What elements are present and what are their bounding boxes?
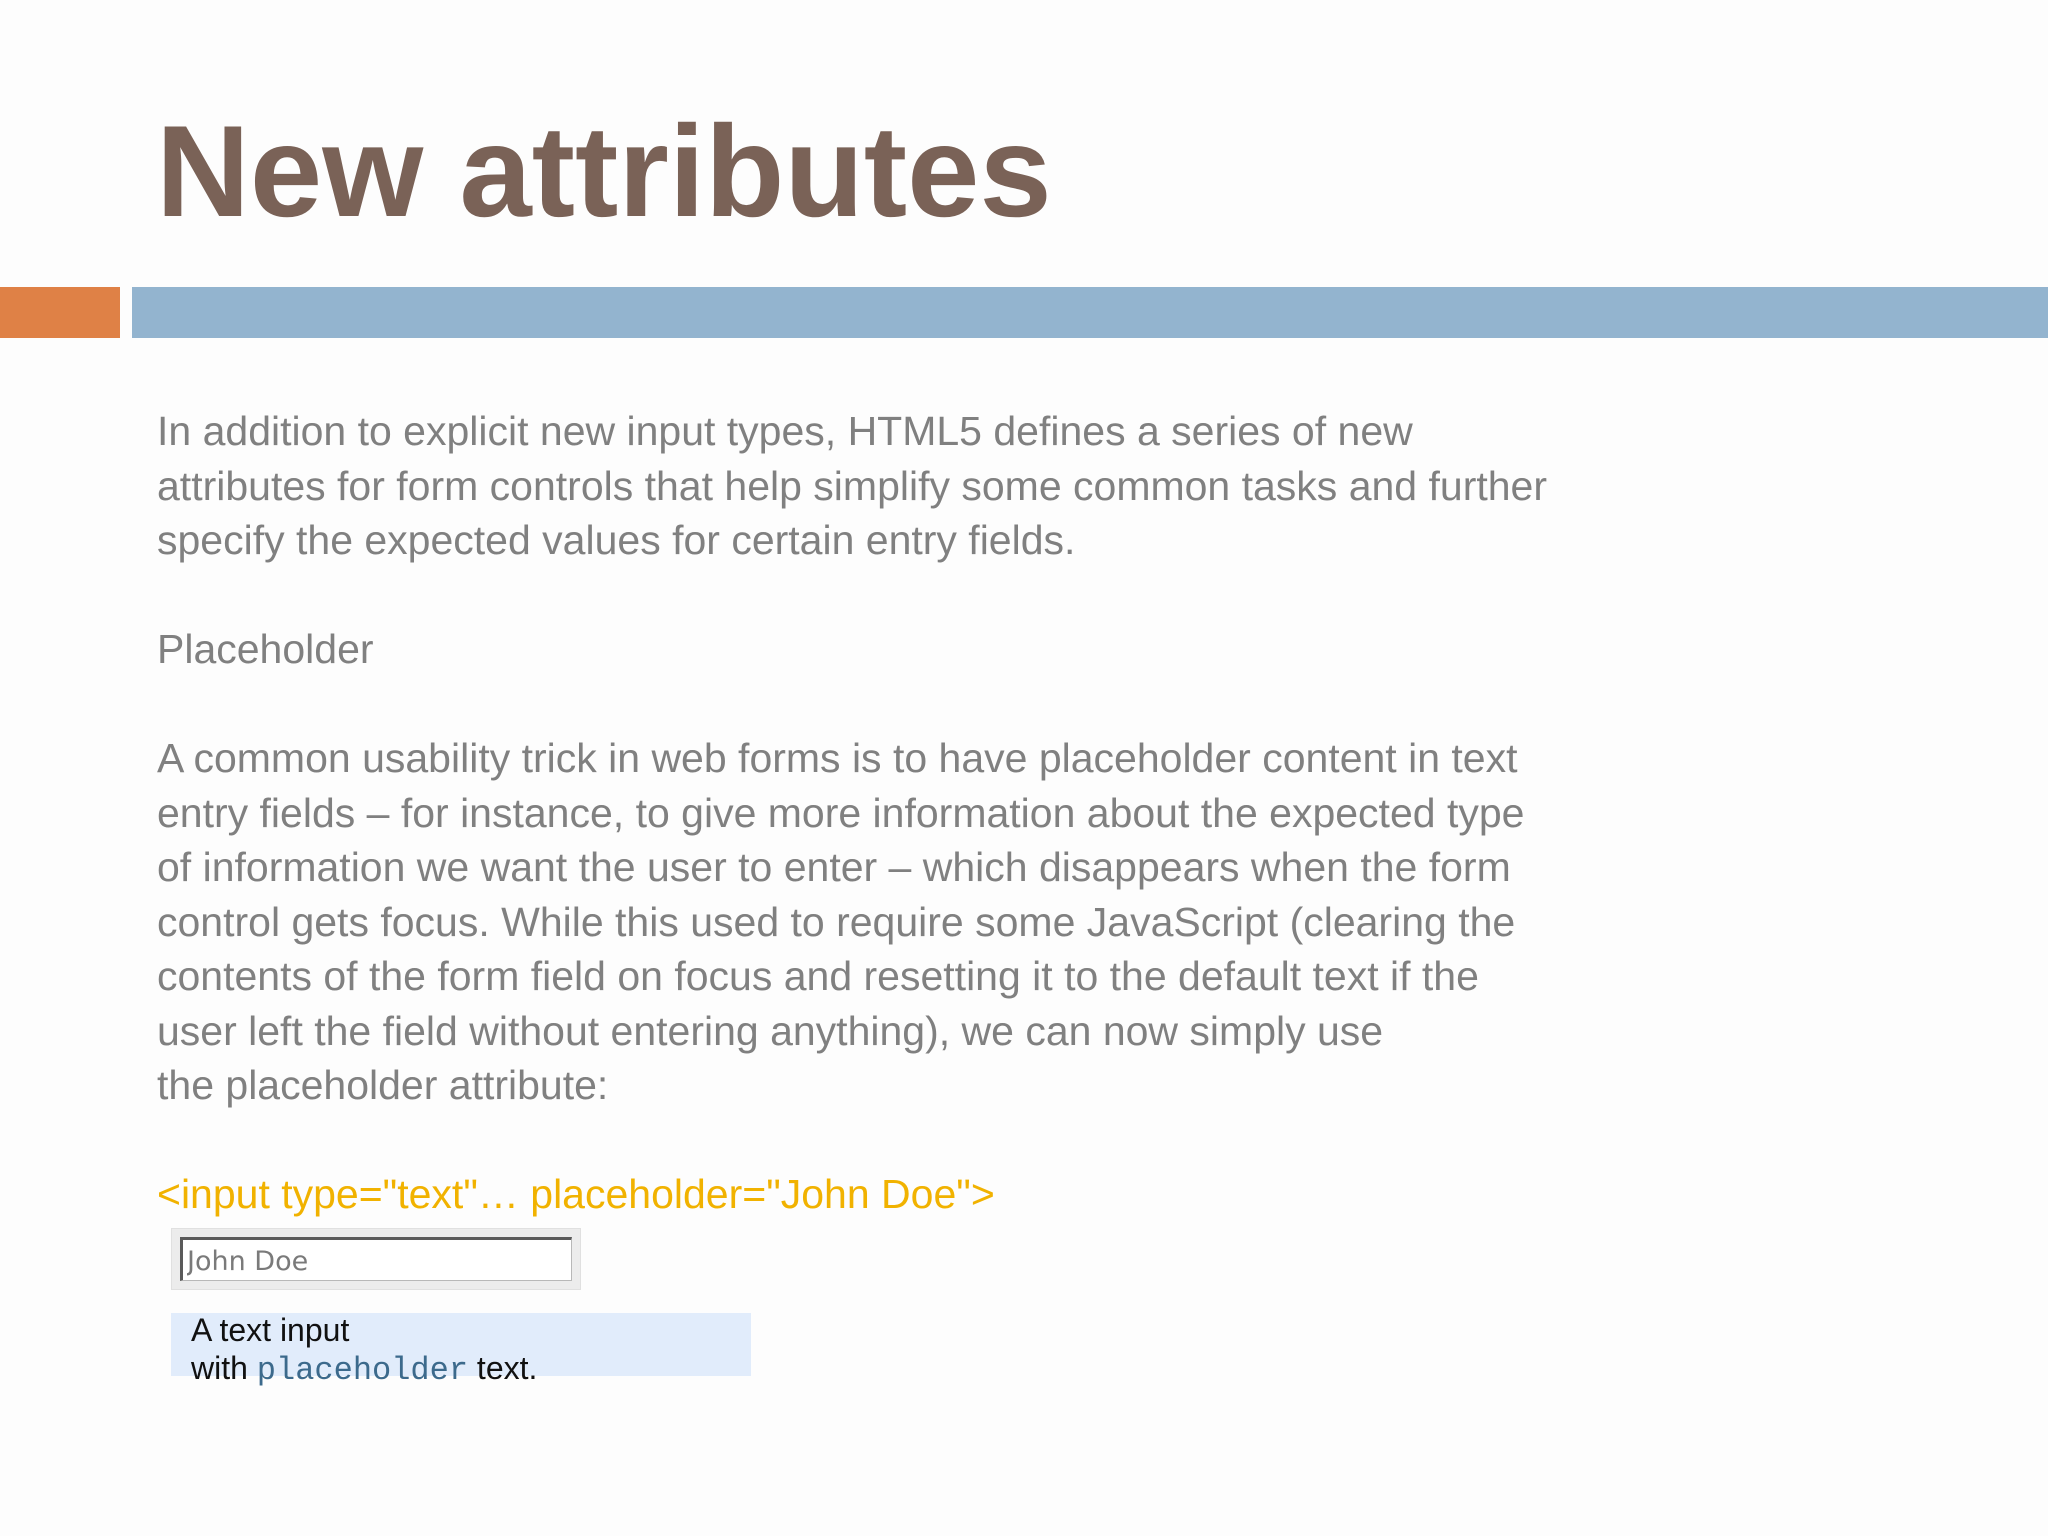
caption-prefix: with: [191, 1350, 257, 1386]
slide-title: New attributes: [156, 98, 1052, 244]
demo-text-input[interactable]: [180, 1237, 572, 1281]
description-line: contents of the form field on focus and resetting it to the default text if the: [157, 953, 1479, 999]
intro-line: specify the expected values for certain entry fields.: [157, 517, 1076, 563]
slide-body: [157, 404, 1737, 1222]
accent-bar: [0, 287, 120, 338]
demo-input-frame: [171, 1228, 581, 1290]
caption-code: placeholder: [256, 1352, 469, 1389]
title-underline-bar: [132, 287, 2048, 338]
intro-line: In addition to explicit new input types, HTML5 defines a series of new: [157, 408, 1413, 454]
demo-caption: [171, 1312, 751, 1389]
description-line: entry fields – for instance, to give more information about the expected type: [157, 789, 1525, 836]
subheading-placeholder: Placeholder: [157, 626, 374, 672]
description-line: of information we want the user to enter – which disappears when the form: [157, 844, 1511, 890]
description-line: user left the field without entering anything), we can now simply use: [157, 1007, 1384, 1054]
caption-suffix: text.: [468, 1350, 538, 1386]
code-sample: <input type="text"… placeholder="John Doe">: [157, 1171, 995, 1217]
description-line: A common usability trick in web forms is to have placeholder content in text: [157, 735, 1518, 781]
description-line: the placeholder attribute:: [157, 1062, 609, 1108]
description-line: control gets focus. While this used to require some JavaScript (clearing the: [157, 898, 1516, 945]
intro-line: attributes for form controls that help simplify some common tasks and further: [157, 462, 1547, 509]
caption-line-1: A text input: [191, 1312, 350, 1348]
